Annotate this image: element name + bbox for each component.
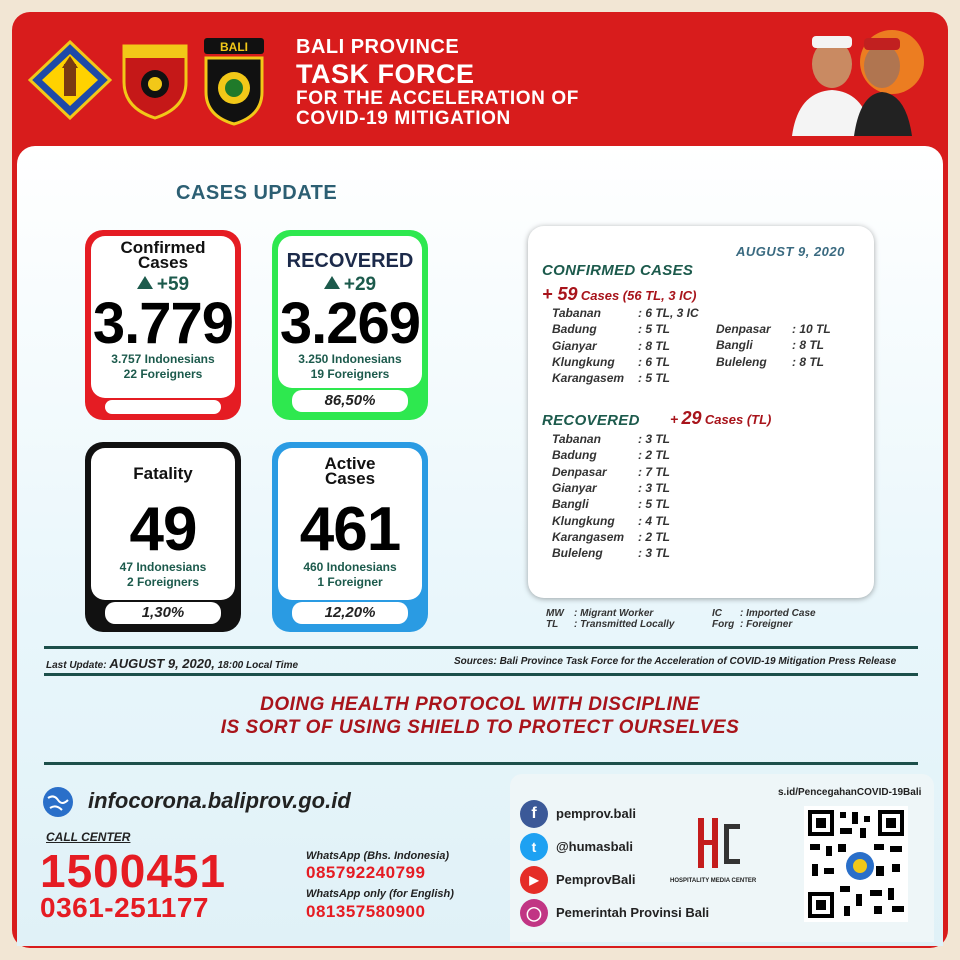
region-name: Denpasar [716, 322, 771, 336]
active-percent: 12,20% [292, 602, 408, 624]
slogan-line2: IS SORT OF USING SHIELD TO PROTECT OURSELVES [220, 717, 740, 738]
detail-panel [528, 226, 874, 598]
slogan-line1: DOING HEALTH PROTOCOL WITH DISCIPLINE [260, 694, 700, 715]
region-name: Bangli [716, 338, 753, 353]
whatsapp-indonesia-number[interactable]: 085792240799 [306, 863, 426, 882]
abbrev-mw-key: MW [546, 608, 564, 619]
confirmed-breakdown [85, 352, 241, 382]
bali-province-emblem [28, 40, 112, 120]
active-breakdown [272, 560, 428, 590]
region-name: Tabanan [552, 306, 601, 320]
call-center-label: CALL CENTER [46, 830, 131, 844]
fatality-total: 49 [129, 495, 197, 564]
region-name: Klungkung [552, 513, 615, 528]
region-value: : 4 TL [638, 513, 670, 528]
recovered-label: RECOVERED [286, 250, 414, 272]
abbrev-ic-value: : Imported Case [740, 608, 816, 619]
recovered-card [272, 230, 428, 420]
region-name: Karangasem [552, 371, 625, 386]
header-line4: COVID-19 MITIGATION [296, 108, 511, 129]
region-name: Badung [552, 322, 597, 337]
recovered-foreigners: 19 Foreigners [310, 367, 390, 381]
active-foreigners: 1 Foreigner [317, 575, 383, 589]
whatsapp-english-label: WhatsApp only (for English) [306, 888, 454, 900]
region-name: Buleleng [716, 354, 767, 369]
hmc-logo-icon [694, 812, 744, 874]
fatality-breakdown [85, 560, 241, 590]
region-value: : 5 TL [638, 322, 670, 337]
confirmed-cases-count: + 59 [542, 284, 578, 304]
region-name: Buleleng [552, 546, 603, 561]
up-arrow-icon [324, 276, 340, 289]
confirmed-cases-detail: Cases (56 TL, 3 IC) [580, 288, 697, 303]
instagram-handle[interactable]: Pemerintah Provinsi Bali [556, 905, 710, 920]
divider-top [44, 646, 918, 649]
region-value: : 5 TL [638, 371, 670, 386]
twitter-icon[interactable]: t [520, 833, 548, 861]
youtube-handle[interactable]: PemprovBali [556, 872, 636, 887]
region-value: : 6 TL [638, 354, 670, 369]
hmc-label: HOSPITALITY MEDIA CENTER [670, 878, 757, 884]
last-update-date: AUGUST 9, 2020, [109, 656, 215, 671]
detail-date: AUGUST 9, 2020 [736, 244, 845, 259]
region-value: : 5 TL [638, 497, 670, 512]
svg-text:BALI: BALI [220, 40, 248, 54]
fatality-card [85, 442, 241, 632]
header-line2: TASK FORCE [296, 59, 475, 89]
region-name: Badung [552, 448, 597, 463]
header-line3: FOR THE ACCELERATION OF [296, 88, 579, 109]
active-label-line1: Active [324, 454, 376, 473]
header-line1: BALI PROVINCE [296, 36, 460, 58]
active-indonesians: 460 Indonesians [303, 560, 397, 574]
facebook-handle[interactable]: pemprov.bali [556, 806, 636, 821]
recovered-count: 29 [681, 408, 702, 428]
whatsapp-indonesia-label: WhatsApp (Bhs. Indonesia) [306, 850, 449, 862]
region-name: Gianyar [552, 338, 597, 353]
plus-sign: + [670, 411, 679, 427]
instagram-icon[interactable]: ◯ [520, 899, 548, 927]
fatality-percent: 1,30% [105, 602, 221, 624]
recovered-detail: Cases (TL) [704, 412, 772, 427]
recovered-summary [670, 408, 771, 429]
confirmed-cases-summary [542, 284, 697, 305]
qr-code-icon[interactable] [804, 806, 908, 922]
confirmed-percent-bar [105, 400, 221, 414]
abbrev-ic-key: IC [712, 608, 722, 619]
region-value: : 3 TL [638, 546, 670, 561]
recovered-total: 3.269 [279, 291, 421, 356]
region-name: Denpasar [552, 464, 607, 479]
region-value: : 7 TL [638, 464, 670, 479]
phone-number[interactable]: 0361-251177 [40, 892, 210, 923]
call-center-number[interactable]: 1500451 [40, 845, 227, 897]
whatsapp-english-number[interactable]: 081357580900 [306, 902, 426, 921]
bali-police-emblem [200, 36, 268, 126]
confirmed-label-line2: Cases [137, 253, 189, 272]
confirmed-foreigners: 22 Foreigners [123, 367, 203, 381]
region-value: : 3 TL [638, 480, 670, 495]
divider-middle [44, 673, 918, 676]
up-arrow-icon [137, 276, 153, 289]
active-label [272, 456, 428, 486]
region-name: Karangasem [552, 529, 625, 544]
recovered-breakdown [272, 352, 428, 382]
globe-icon [42, 786, 74, 818]
region-name: Gianyar [552, 480, 597, 495]
region-value: : 8 TL [792, 354, 824, 369]
recovered-percent: 86,50% [292, 390, 408, 412]
abbrev-forg-value: : Foreigner [740, 619, 793, 630]
facebook-icon[interactable]: f [520, 800, 548, 828]
confirmed-indonesians: 3.757 Indonesians [111, 352, 215, 366]
last-update-label: Last Update: [46, 660, 107, 671]
last-update [46, 656, 298, 671]
region-value: : 2 TL [638, 529, 670, 544]
region-name: Tabanan [552, 432, 601, 446]
region-value: : 2 TL [638, 448, 670, 463]
recovered-delta-value: +29 [343, 274, 377, 295]
confirmed-cases-heading: CONFIRMED CASES [542, 262, 694, 279]
short-link[interactable]: s.id/PencegahanCOVID-19Bali [778, 787, 922, 798]
confirmed-label-line1: Confirmed [120, 238, 206, 257]
recovered-heading: RECOVERED [542, 412, 640, 429]
fatality-label: Fatality [133, 464, 193, 483]
sources: Sources: Bali Province Task Force for the Acceleration of COVID-19 Mitigation Press Release [454, 656, 897, 667]
officials-photo [762, 16, 940, 136]
abbrev-tl-value: : Transmitted Locally [574, 619, 675, 630]
confirmed-card [85, 230, 241, 420]
active-label-line2: Cases [324, 469, 376, 488]
fatality-indonesians: 47 Indonesians [119, 560, 207, 574]
region-value: : 6 TL, 3 IC [638, 306, 699, 320]
udayana-military-emblem [120, 42, 190, 120]
divider-bottom [44, 762, 918, 765]
region-value: : 3 TL [638, 432, 670, 446]
abbrev-forg-key: Forg [712, 619, 735, 630]
region-name: Klungkung [552, 354, 615, 369]
twitter-handle[interactable]: @humasbali [556, 839, 633, 854]
active-total: 461 [299, 495, 401, 564]
website-link[interactable]: infocorona.baliprov.go.id [88, 788, 351, 813]
confirmed-total: 3.779 [92, 291, 234, 356]
confirmed-delta-value: +59 [156, 274, 190, 295]
region-value: : 8 TL [792, 338, 824, 353]
last-update-time: 18:00 Local Time [217, 660, 299, 671]
cases-update-title: CASES UPDATE [176, 182, 338, 204]
header-title [296, 36, 579, 129]
abbrev-tl-key: TL [546, 619, 559, 630]
region-value: : 8 TL [638, 338, 670, 353]
abbrev-mw-value: : Migrant Worker [574, 608, 654, 619]
youtube-icon[interactable]: ▶ [520, 866, 548, 894]
recovered-indonesians: 3.250 Indonesians [298, 352, 402, 366]
confirmed-label [85, 240, 241, 270]
region-name: Bangli [552, 497, 589, 512]
fatality-foreigners: 2 Foreigners [126, 575, 200, 589]
active-card [272, 442, 428, 632]
region-value: : 10 TL [792, 322, 831, 336]
